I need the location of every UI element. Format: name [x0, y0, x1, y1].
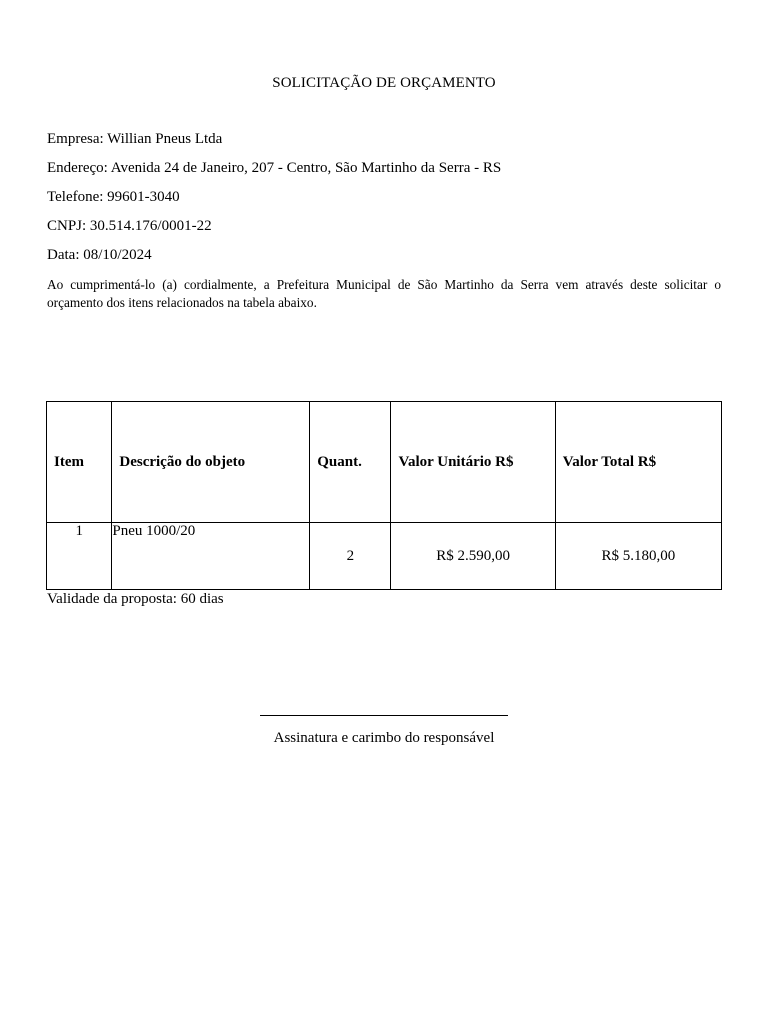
- address-field: Endereço: Avenida 24 de Janeiro, 207 - Centro, São Martinho da Serra - RS: [47, 160, 502, 176]
- cell-item: 1: [47, 523, 112, 590]
- table-header-row: [47, 402, 722, 523]
- header-unit-price: Valor Unitário R$: [391, 402, 555, 523]
- cell-unit-price: R$ 2.590,00: [391, 523, 555, 590]
- table-row: [47, 523, 722, 590]
- cell-description: Pneu 1000/20: [112, 523, 310, 590]
- intro-paragraph: Ao cumprimentá-lo (a) cordialmente, a Prefeitura Municipal de São Martinho da Serra vem através deste solicitar o orçamento dos itens relacionados na tabela abaixo.: [47, 277, 721, 310]
- document-title: SOLICITAÇÃO DE ORÇAMENTO: [272, 75, 496, 91]
- items-table: [46, 401, 722, 590]
- signature-line: [260, 715, 508, 716]
- date-field: Data: 08/10/2024: [47, 247, 152, 263]
- cell-quantity: 2: [310, 523, 391, 590]
- header-quantity: Quant.: [310, 402, 391, 523]
- company-field: Empresa: Willian Pneus Ltda: [47, 131, 223, 147]
- validity-note: Validade da proposta: 60 dias: [47, 591, 224, 607]
- header-item: Item: [47, 402, 112, 523]
- cnpj-field: CNPJ: 30.514.176/0001-22: [47, 218, 212, 234]
- header-description: Descrição do objeto: [112, 402, 310, 523]
- cell-total-price: R$ 5.180,00: [555, 523, 721, 590]
- phone-field: Telefone: 99601-3040: [47, 189, 180, 205]
- signature-label: Assinatura e carimbo do responsável: [273, 730, 495, 746]
- header-total-price: Valor Total R$: [555, 402, 721, 523]
